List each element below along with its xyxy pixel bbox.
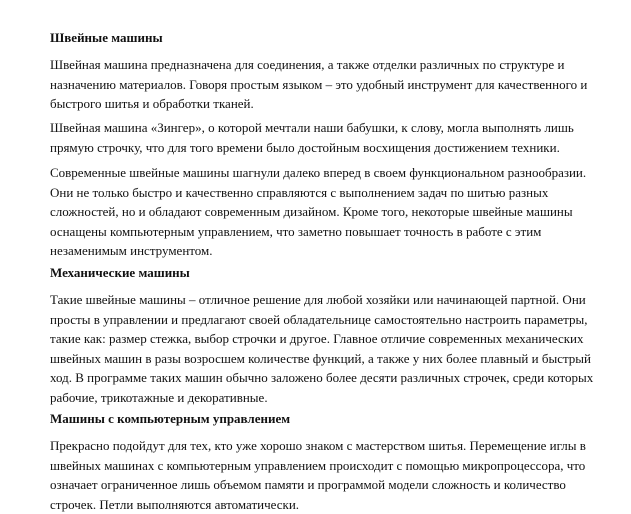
text-line: означает ограниченное лишь объемом памяти и программой модели сложность и количество: [50, 475, 586, 495]
text-line: оснащены компьютерным управлением, что заметно повышает точность в работе с этим: [50, 222, 586, 242]
heading-sewing-machines: Швейные машины: [50, 29, 163, 47]
text-line: незаменимым инструментом.: [50, 241, 586, 261]
text-line: строчек. Петли выполняются автоматически.: [50, 495, 586, 514]
text-line: швейных машин в разы возросшем количестве функций, а также у них более плавный и быстрый: [50, 349, 593, 369]
text-line: такие как: размер стежка, выбор строчки и другое. Главное отличие современных механических: [50, 329, 593, 349]
paragraph: [50, 436, 586, 514]
text-line: сложностей, но и обладают современным дизайном. Кроме того, некоторые швейные машины: [50, 202, 586, 222]
paragraph: [50, 118, 574, 157]
paragraph: [50, 163, 586, 261]
text-line: назначению материалов. Говоря простым языком – это удобный инструмент для качественного и: [50, 75, 587, 95]
text-line: ход. В программе таких машин обычно заложено более десяти различных строчек, среди которых: [50, 368, 593, 388]
text-line: Современные швейные машины шагнули далеко вперед в своем функциональном разнообразии.: [50, 163, 586, 183]
text-line: Швейная машина «Зингер», о которой мечтали наши бабушки, к слову, могла выполнять лишь: [50, 118, 574, 138]
text-line: Такие швейные машины – отличное решение для любой хозяйки или начинающей партной. Они: [50, 290, 593, 310]
paragraph: [50, 290, 593, 407]
text-line: просты в управлении и предлагают своей обладательнице самостоятельно настроить параметры,: [50, 310, 593, 330]
heading-computer-machines: Машины с компьютерным управлением: [50, 410, 290, 428]
text-line: быстрого шитья и обработки тканей.: [50, 94, 587, 114]
text-line: рабочие, трикотажные и декоративные.: [50, 388, 593, 408]
text-line: прямую строчку, что для того времени было достойным восхищения достижением техники.: [50, 138, 574, 158]
text-line: швейных машинах с компьютерным управлением происходит с помощью микропроцессора, что: [50, 456, 586, 476]
text-line: Они не только быстро и качественно справляются с выполнением задач по шитью разных: [50, 183, 586, 203]
text-line: Прекрасно подойдут для тех, кто уже хорошо знаком с мастерством шитья. Перемещение иглы в: [50, 436, 586, 456]
paragraph: [50, 55, 587, 114]
text-line: Швейная машина предназначена для соединения, а также отделки различных по структуре и: [50, 55, 587, 75]
heading-mechanical-machines: Механические машины: [50, 264, 190, 282]
